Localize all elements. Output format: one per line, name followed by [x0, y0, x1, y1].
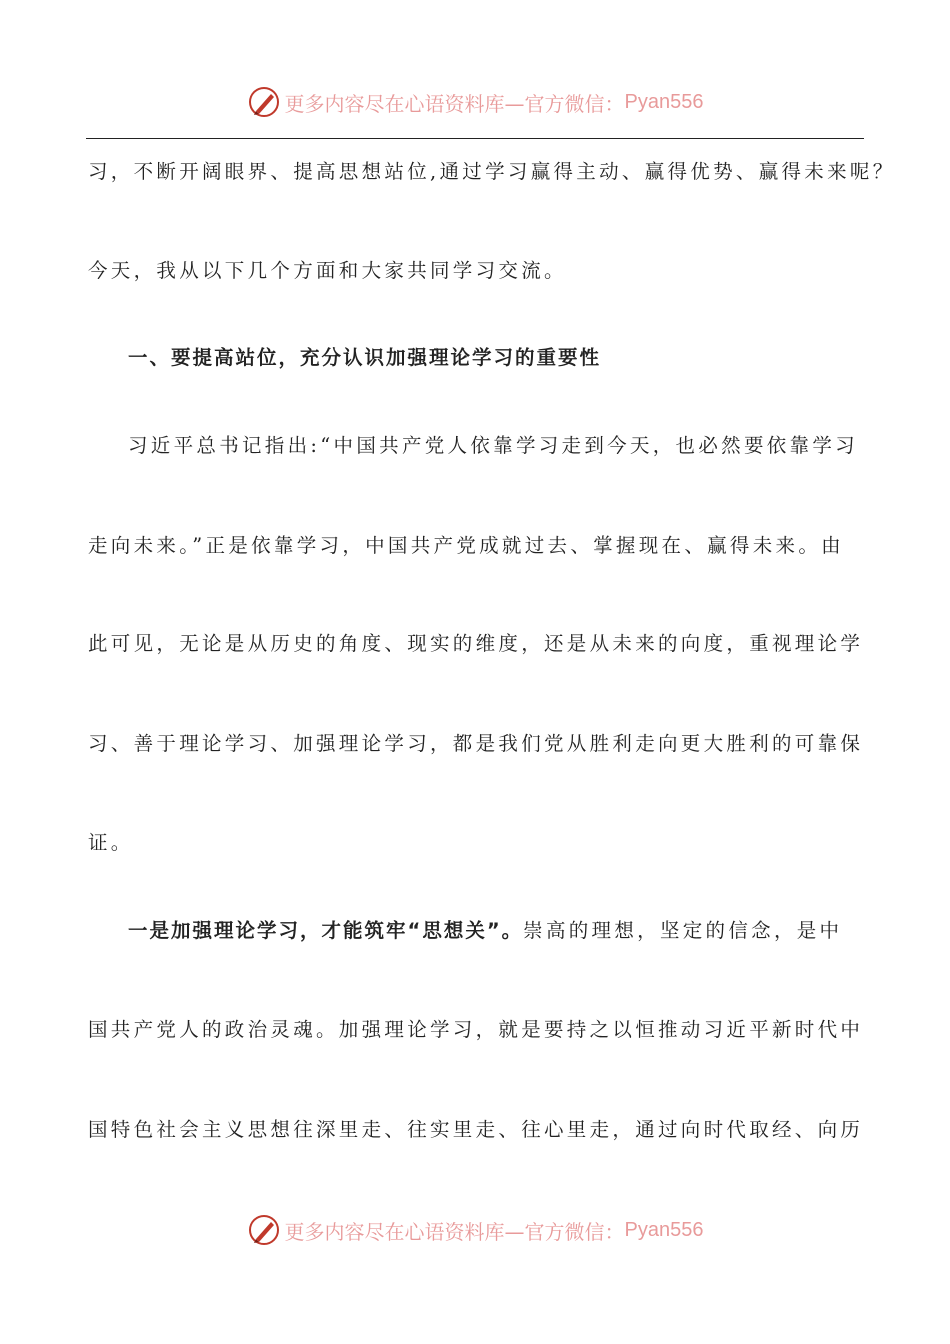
footer-banner: [0, 1210, 950, 1250]
section-heading: 一、要提高站位，充分认识加强理论学习的重要性: [128, 346, 602, 369]
banner-wechat-id: Pyan556: [624, 90, 704, 113]
text-line: 证。: [88, 831, 134, 854]
banner-main-text: 更多内容尽在心语资料库: [284, 91, 505, 116]
text-line: 此可见，无论是从历史的角度、现实的维度，还是从未来的向度，重视理论学: [88, 632, 864, 655]
header-banner: [0, 82, 950, 122]
banner-separator-text: —官方微信：: [504, 91, 625, 116]
text-line: 走向未来。”正是依靠学习，中国共产党成就过去、掌握现在、赢得未来。由: [88, 534, 844, 557]
bold-lead-text: 一是加强理论学习，才能筑牢“思想关”。: [128, 919, 524, 942]
banner-separator-text: —官方微信：: [504, 1219, 625, 1244]
pen-logo-icon: [247, 85, 281, 119]
paragraph-line: [128, 916, 864, 946]
text-span: 崇高的理想，坚定的信念，是中: [523, 919, 843, 942]
text-line: 习近平总书记指出:“中国共产党人依靠学习走到今天，也必然要依靠学习: [128, 434, 858, 457]
banner-main-text: 更多内容尽在心语资料库: [284, 1219, 505, 1244]
banner-wechat-id: Pyan556: [624, 1218, 704, 1241]
pen-logo-icon: [247, 1213, 281, 1247]
header-rule: [86, 138, 864, 139]
text-line: 今天，我从以下几个方面和大家共同学习交流。: [88, 259, 567, 282]
text-line: 习，不断开阔眼界、提高思想站位,通过学习赢得主动、赢得优势、赢得未来呢？: [88, 160, 896, 183]
text-line: 国特色社会主义思想往深里走、往实里走、往心里走，通过向时代取经、向历: [88, 1118, 864, 1141]
text-line: 国共产党人的政治灵魂。加强理论学习，就是要持之以恒推动习近平新时代中: [88, 1018, 864, 1041]
text-line: 习、善于理论学习、加强理论学习，都是我们党从胜利走向更大胜利的可靠保: [88, 732, 864, 755]
